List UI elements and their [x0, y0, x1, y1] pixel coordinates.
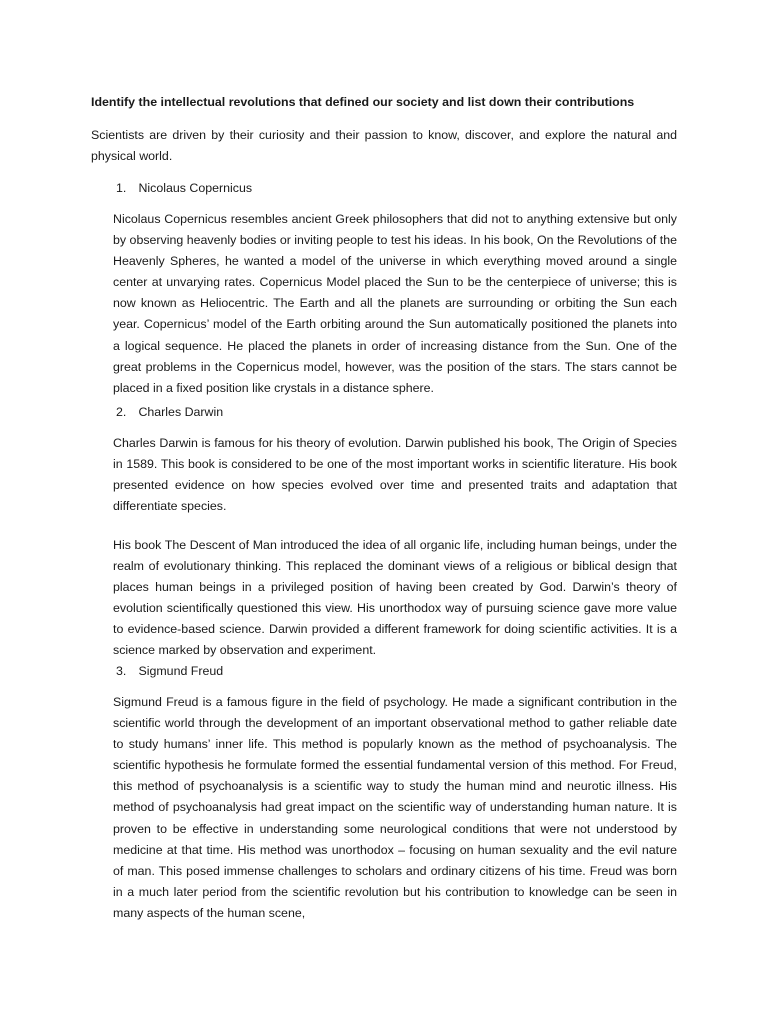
section-heading-freud	[116, 662, 223, 680]
intro-paragraph: Scientists are driven by their curiosity and their passion to know, discover, and explore the natural and physical world.	[91, 128, 677, 163]
document-title: Identify the intellectual revolutions that defined our society and list down their contributions	[91, 95, 635, 109]
section-title: Sigmund Freud	[138, 664, 224, 678]
section-title: Nicolaus Copernicus	[138, 181, 253, 195]
section-heading-darwin	[116, 403, 223, 421]
section-number: 3.	[116, 664, 127, 678]
section-title: Charles Darwin	[138, 405, 224, 419]
paragraph-copernicus: Nicolaus Copernicus resembles ancient Greek philosophers that did not to anything extensive but only by observing heavenly bodies or inviting people to test his ideas. In his book, On the Revolutions of the Heavenly Spheres, he wanted a model of the universe in which everything moved around a single center at unvarying rates. Copernicus Model placed the Sun to be the centerpiece of universe; this is now known as Heliocentric. The Earth and all the planets are surrounding or orbiting the Sun each year. Copernicus’ model of the Earth orbiting around the Sun automatically positioned the planets into a logical sequence. He placed the planets in order of increasing distance from the Sun. One of the great problems in the Copernicus model, however, was the position of the stars. The stars cannot be placed in a fixed position like crystals in a distance sphere.	[113, 212, 677, 395]
paragraph-darwin-1: Charles Darwin is famous for his theory of evolution. Darwin published his book, The Origin of Species in 1589. This book is considered to be one of the most important works in scientific literature. His book presented evidence on how species evolved over time and presented traits and adaptation that differentiate species.	[113, 436, 677, 514]
section-heading-copernicus	[116, 179, 252, 197]
section-number: 1.	[116, 181, 127, 195]
paragraph-darwin-2: His book The Descent of Man introduced the idea of all organic life, including human beings, under the realm of evolutionary thinking. This replaced the dominant views of a religious or biblical design that places human beings in a privileged position of having been created by God. Darwin’s theory of evolution scientifically questioned this view. His unorthodox way of pursuing science gave more value to evidence-based science. Darwin provided a different framework for doing scientific activities. It is a science marked by observation and experiment.	[113, 538, 677, 658]
section-number: 2.	[116, 405, 127, 419]
paragraph-freud: Sigmund Freud is a famous figure in the field of psychology. He made a significant contribution in the scientific world through the development of an important observational method to gather reliable date to study humans’ inner life. This method is popularly known as the method of psychoanalysis. The scientific hypothesis he formulate formed the essential fundamental version of this method. For Freud, this method of psychoanalysis is a scientific way to study the human mind and neurotic illness. His method of psychoanalysis had great impact on the scientific way of understanding human nature. It is proven to be effective in understanding some neurological conditions that were not understood by medicine at that time. His method was unorthodox – focusing on human sexuality and the evil nature of man. This posed immense challenges to scholars and ordinary citizens of his time. Freud was born in a much later period from the scientific revolution but his contribution to knowledge can be seen in many aspects of the human scene,	[113, 695, 677, 920]
